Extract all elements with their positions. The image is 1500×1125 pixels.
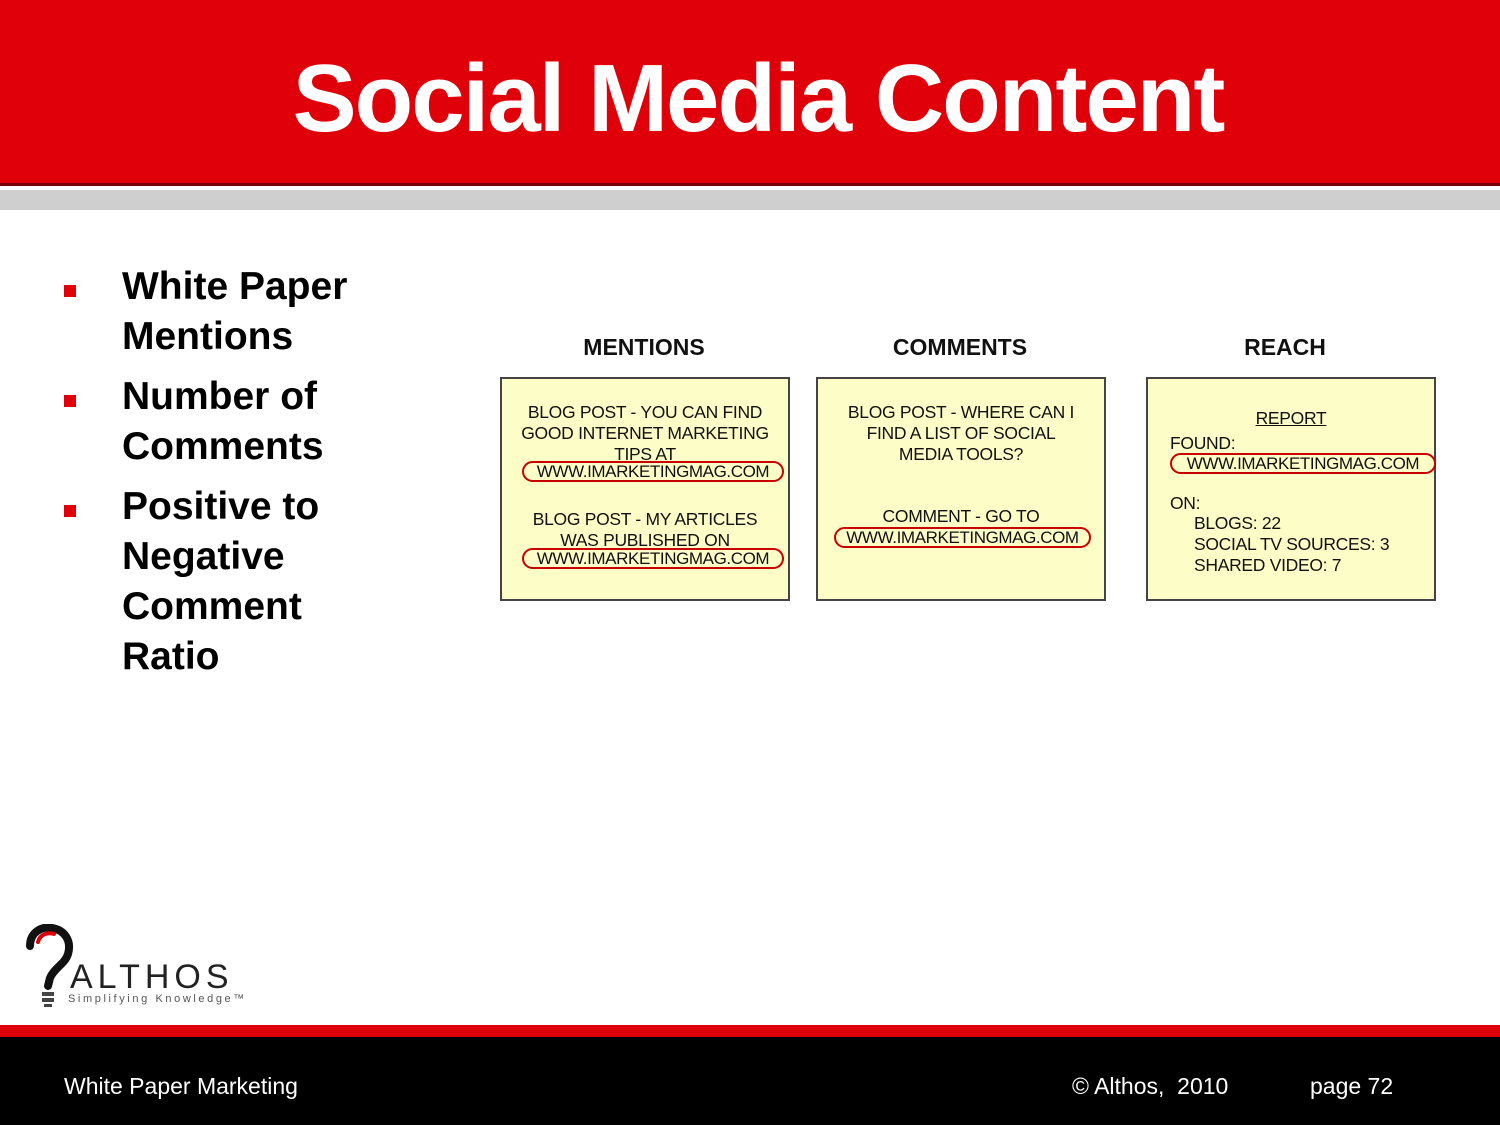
reach-report-label: REPORT	[1255, 408, 1327, 428]
page-title: Social Media Content	[292, 45, 1224, 152]
footer-copyright: © Althos, 2010	[1072, 1073, 1229, 1099]
comments-post-line2: FIND A LIST OF SOCIAL	[866, 423, 1056, 443]
mentions-post1-url: WWW.IMARKETINGMAG.COM	[522, 461, 784, 482]
footer-accent-bar	[0, 1025, 1500, 1037]
footer-bar	[0, 1037, 1500, 1125]
reach-stat-shared-video: SHARED VIDEO: 7	[1194, 555, 1342, 575]
bullet-text: Mentions	[122, 315, 294, 358]
mentions-card	[500, 377, 790, 601]
reach-found-label: FOUND:	[1170, 433, 1236, 453]
reach-card	[1146, 377, 1436, 601]
bullet-square-icon	[64, 505, 76, 517]
bullet-text: Number of	[122, 375, 317, 418]
comments-post-line3: MEDIA TOOLS?	[898, 444, 1024, 464]
mentions-post2-line1: BLOG POST - MY ARTICLES	[532, 509, 758, 529]
bullet-item-comments	[62, 372, 422, 472]
bullet-text: Negative	[122, 535, 285, 578]
comments-comment-line: COMMENT - GO TO	[882, 506, 1040, 526]
althos-logo	[24, 924, 264, 1016]
bullet-item-mentions	[62, 262, 422, 362]
banner-shadow	[0, 190, 1500, 210]
comments-heading: COMMENTS	[892, 334, 1028, 360]
bullet-square-icon	[64, 395, 76, 407]
bullet-text: Comment	[122, 585, 302, 628]
footer-course-title: White Paper Marketing	[64, 1073, 298, 1099]
reach-found-url: WWW.IMARKETINGMAG.COM	[1170, 453, 1436, 474]
reach-heading: REACH	[1244, 334, 1326, 360]
bullet-item-ratio	[62, 482, 422, 682]
bullet-text: Ratio	[122, 635, 220, 678]
mentions-post2-url: WWW.IMARKETINGMAG.COM	[522, 548, 784, 569]
comments-card	[816, 377, 1106, 601]
comments-post-line1: BLOG POST - WHERE CAN I	[847, 402, 1075, 422]
mentions-post2-line2: WAS PUBLISHED ON	[560, 530, 730, 550]
bullet-square-icon	[64, 285, 76, 297]
mentions-post1-line3: TIPS AT	[614, 444, 676, 464]
bullet-list	[62, 262, 422, 692]
mentions-post1-line1: BLOG POST - YOU CAN FIND	[527, 402, 763, 422]
logo-tagline: Simplifying Knowledge™	[68, 993, 247, 1005]
bullet-text: Comments	[122, 425, 324, 468]
mentions-post1-line2: GOOD INTERNET MARKETING	[521, 423, 769, 443]
reach-on-label: ON:	[1170, 493, 1201, 513]
logo-wordmark: ALTHOS	[70, 958, 234, 996]
bullet-text: White Paper	[122, 265, 348, 308]
bullet-text: Positive to	[122, 485, 320, 528]
mentions-heading: MENTIONS	[583, 334, 705, 360]
reach-stat-blogs: BLOGS: 22	[1194, 513, 1281, 533]
comments-url: WWW.IMARKETINGMAG.COM	[834, 527, 1091, 548]
footer-page-number: page 72	[1310, 1073, 1394, 1099]
reach-stat-social-tv: SOCIAL TV SOURCES: 3	[1194, 534, 1390, 554]
